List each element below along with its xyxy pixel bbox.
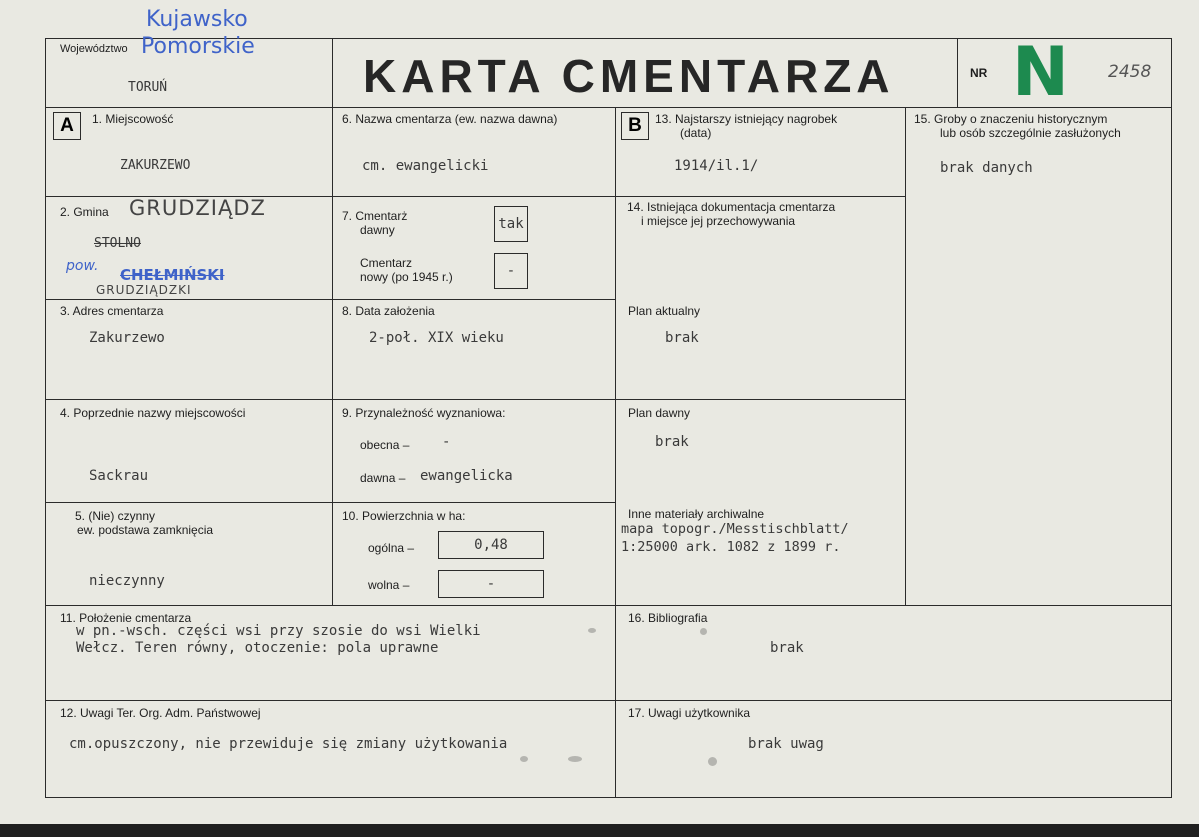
f7-nowy-label-line2: nowy (po 1945 r.)	[360, 270, 453, 284]
f8-label: 8. Data założenia	[342, 304, 435, 318]
f13-label-line1: 13. Najstarszy istniejący nagrobek	[655, 112, 838, 126]
f6-label: 6. Nazwa cmentarza (ew. nazwa dawna)	[342, 112, 558, 126]
inne-label: Inne materiały archiwalne	[628, 507, 765, 521]
ink-smudge	[708, 757, 717, 766]
header-rule	[45, 107, 1172, 108]
section-b-letter: B	[621, 112, 649, 140]
f2-pow-prefix: pow.	[66, 258, 99, 274]
f17-value: brak uwag	[748, 736, 824, 752]
wojewodztwo-label: Województwo	[60, 43, 128, 55]
f7-nowy-box: -	[494, 253, 528, 289]
ink-smudge	[588, 628, 596, 633]
f17-label: 17. Uwagi użytkownika	[628, 706, 751, 720]
f5-value: nieczynny	[89, 573, 165, 589]
f2-pow-crossed: CHEŁMIŃSKI	[120, 266, 225, 284]
card-title: KARTA CMENTARZA	[363, 50, 895, 102]
col-rule-1	[332, 38, 333, 605]
ink-smudge	[700, 628, 707, 635]
f1-label: 1. Miejscowość	[92, 112, 174, 126]
f2-gmina-handwritten: GRUDZIĄDZ	[129, 196, 266, 220]
f10-wolna-box: -	[438, 570, 544, 598]
inne-value-line1: mapa topogr./Messtischblatt/	[621, 521, 849, 537]
section-a-letter: A	[53, 112, 81, 140]
f11-value-line2: Wełcz. Teren równy, otoczenie: pola uprawne	[76, 640, 439, 656]
f4-value: Sackrau	[89, 468, 149, 484]
f7-nowy-label-line1: Cmentarz	[360, 256, 413, 270]
f10-label: 10. Powierzchnia w ha:	[342, 509, 466, 523]
f15-value: brak danych	[940, 160, 1033, 176]
f6-value: cm. ewangelicki	[362, 158, 489, 174]
f2-gmina-crossed: STOLNO	[94, 236, 141, 251]
ink-smudge	[520, 756, 528, 762]
f13-value: 1914/il.1/	[674, 158, 759, 174]
f9-obecna-value: -	[442, 434, 451, 450]
row-rule-2	[45, 299, 615, 300]
f7-dawny-box: tak	[494, 206, 528, 242]
f2-pow-handwritten: GRUDZIĄDZKI	[96, 283, 192, 297]
nr-number: 2458	[1108, 62, 1152, 82]
col-rule-2	[615, 107, 616, 797]
voivodeship-stamp-line2: Pomorskie	[141, 34, 255, 59]
f1-value: ZAKURZEWO	[120, 158, 191, 173]
f15-label-line1: 15. Groby o znaczeniu historycznym	[914, 112, 1108, 126]
f13-label-line2: (data)	[680, 126, 712, 140]
old-voivodeship: TORUŃ	[128, 80, 168, 95]
f8-value: 2-poł. XIX wieku	[369, 330, 504, 346]
plan-aktualny-label: Plan aktualny	[628, 304, 701, 318]
voivodeship-stamp-line1: Kujawsko	[146, 7, 248, 32]
f3-value: Zakurzewo	[89, 330, 165, 346]
plan-dawny-label: Plan dawny	[628, 406, 691, 420]
f10-ogolna-box: 0,48	[438, 531, 544, 559]
f10-ogolna-label: ogólna –	[368, 541, 415, 555]
border-bottom	[45, 797, 1172, 798]
border-right	[1171, 38, 1172, 797]
f2-label: 2. Gmina	[60, 205, 109, 219]
f3-label: 3. Adres cmentarza	[60, 304, 164, 318]
f16-value: brak	[770, 640, 804, 656]
f7-dawny-label-line1: 7. Cmentarż	[342, 209, 408, 223]
f16-label: 16. Bibliografia	[628, 611, 708, 625]
ink-smudge	[568, 756, 582, 762]
f10-wolna-label: wolna –	[368, 578, 410, 592]
f14-label-line1: 14. Istniejąca dokumentacja cmentarza	[627, 200, 836, 214]
inne-value-line2: 1:25000 ark. 1082 z 1899 r.	[621, 539, 841, 555]
border-left	[45, 38, 46, 797]
f11-label: 11. Położenie cmentarza	[60, 611, 192, 625]
row-rule-4	[45, 502, 615, 503]
row-rule-3	[45, 399, 905, 400]
nr-letter: N	[1012, 33, 1069, 112]
f9-label: 9. Przynależność wyznaniowa:	[342, 406, 506, 420]
f12-value: cm.opuszczony, nie przewiduje się zmiany użytkowania	[69, 736, 508, 752]
nr-divider	[957, 38, 958, 107]
f15-label-line2: lub osób szczególnie zasłużonych	[940, 126, 1121, 140]
f12-label: 12. Uwagi Ter. Org. Adm. Państwowej	[60, 706, 261, 720]
f9-dawna-value: ewangelicka	[420, 468, 513, 484]
plan-dawny-value: brak	[655, 434, 689, 450]
f4-label: 4. Poprzednie nazwy miejscowości	[60, 406, 246, 420]
plan-aktualny-value: brak	[665, 330, 699, 346]
f14-label-line2: i miejsce jej przechowywania	[641, 214, 796, 228]
nr-label: NR	[970, 66, 988, 80]
f5-label-line2: ew. podstawa zamknięcia	[77, 523, 214, 537]
col-rule-3	[905, 107, 906, 605]
f11-value-line1: w pn.-wsch. części wsi przy szosie do wsi Wielki	[76, 623, 481, 639]
f5-label-line1: 5. (Nie) czynny	[75, 509, 156, 523]
f9-obecna-label: obecna –	[360, 438, 410, 452]
row-rule-5	[45, 605, 1172, 606]
f9-dawna-label: dawna –	[360, 471, 406, 485]
f7-dawny-label-line2: dawny	[360, 223, 395, 237]
row-rule-6	[45, 700, 1172, 701]
